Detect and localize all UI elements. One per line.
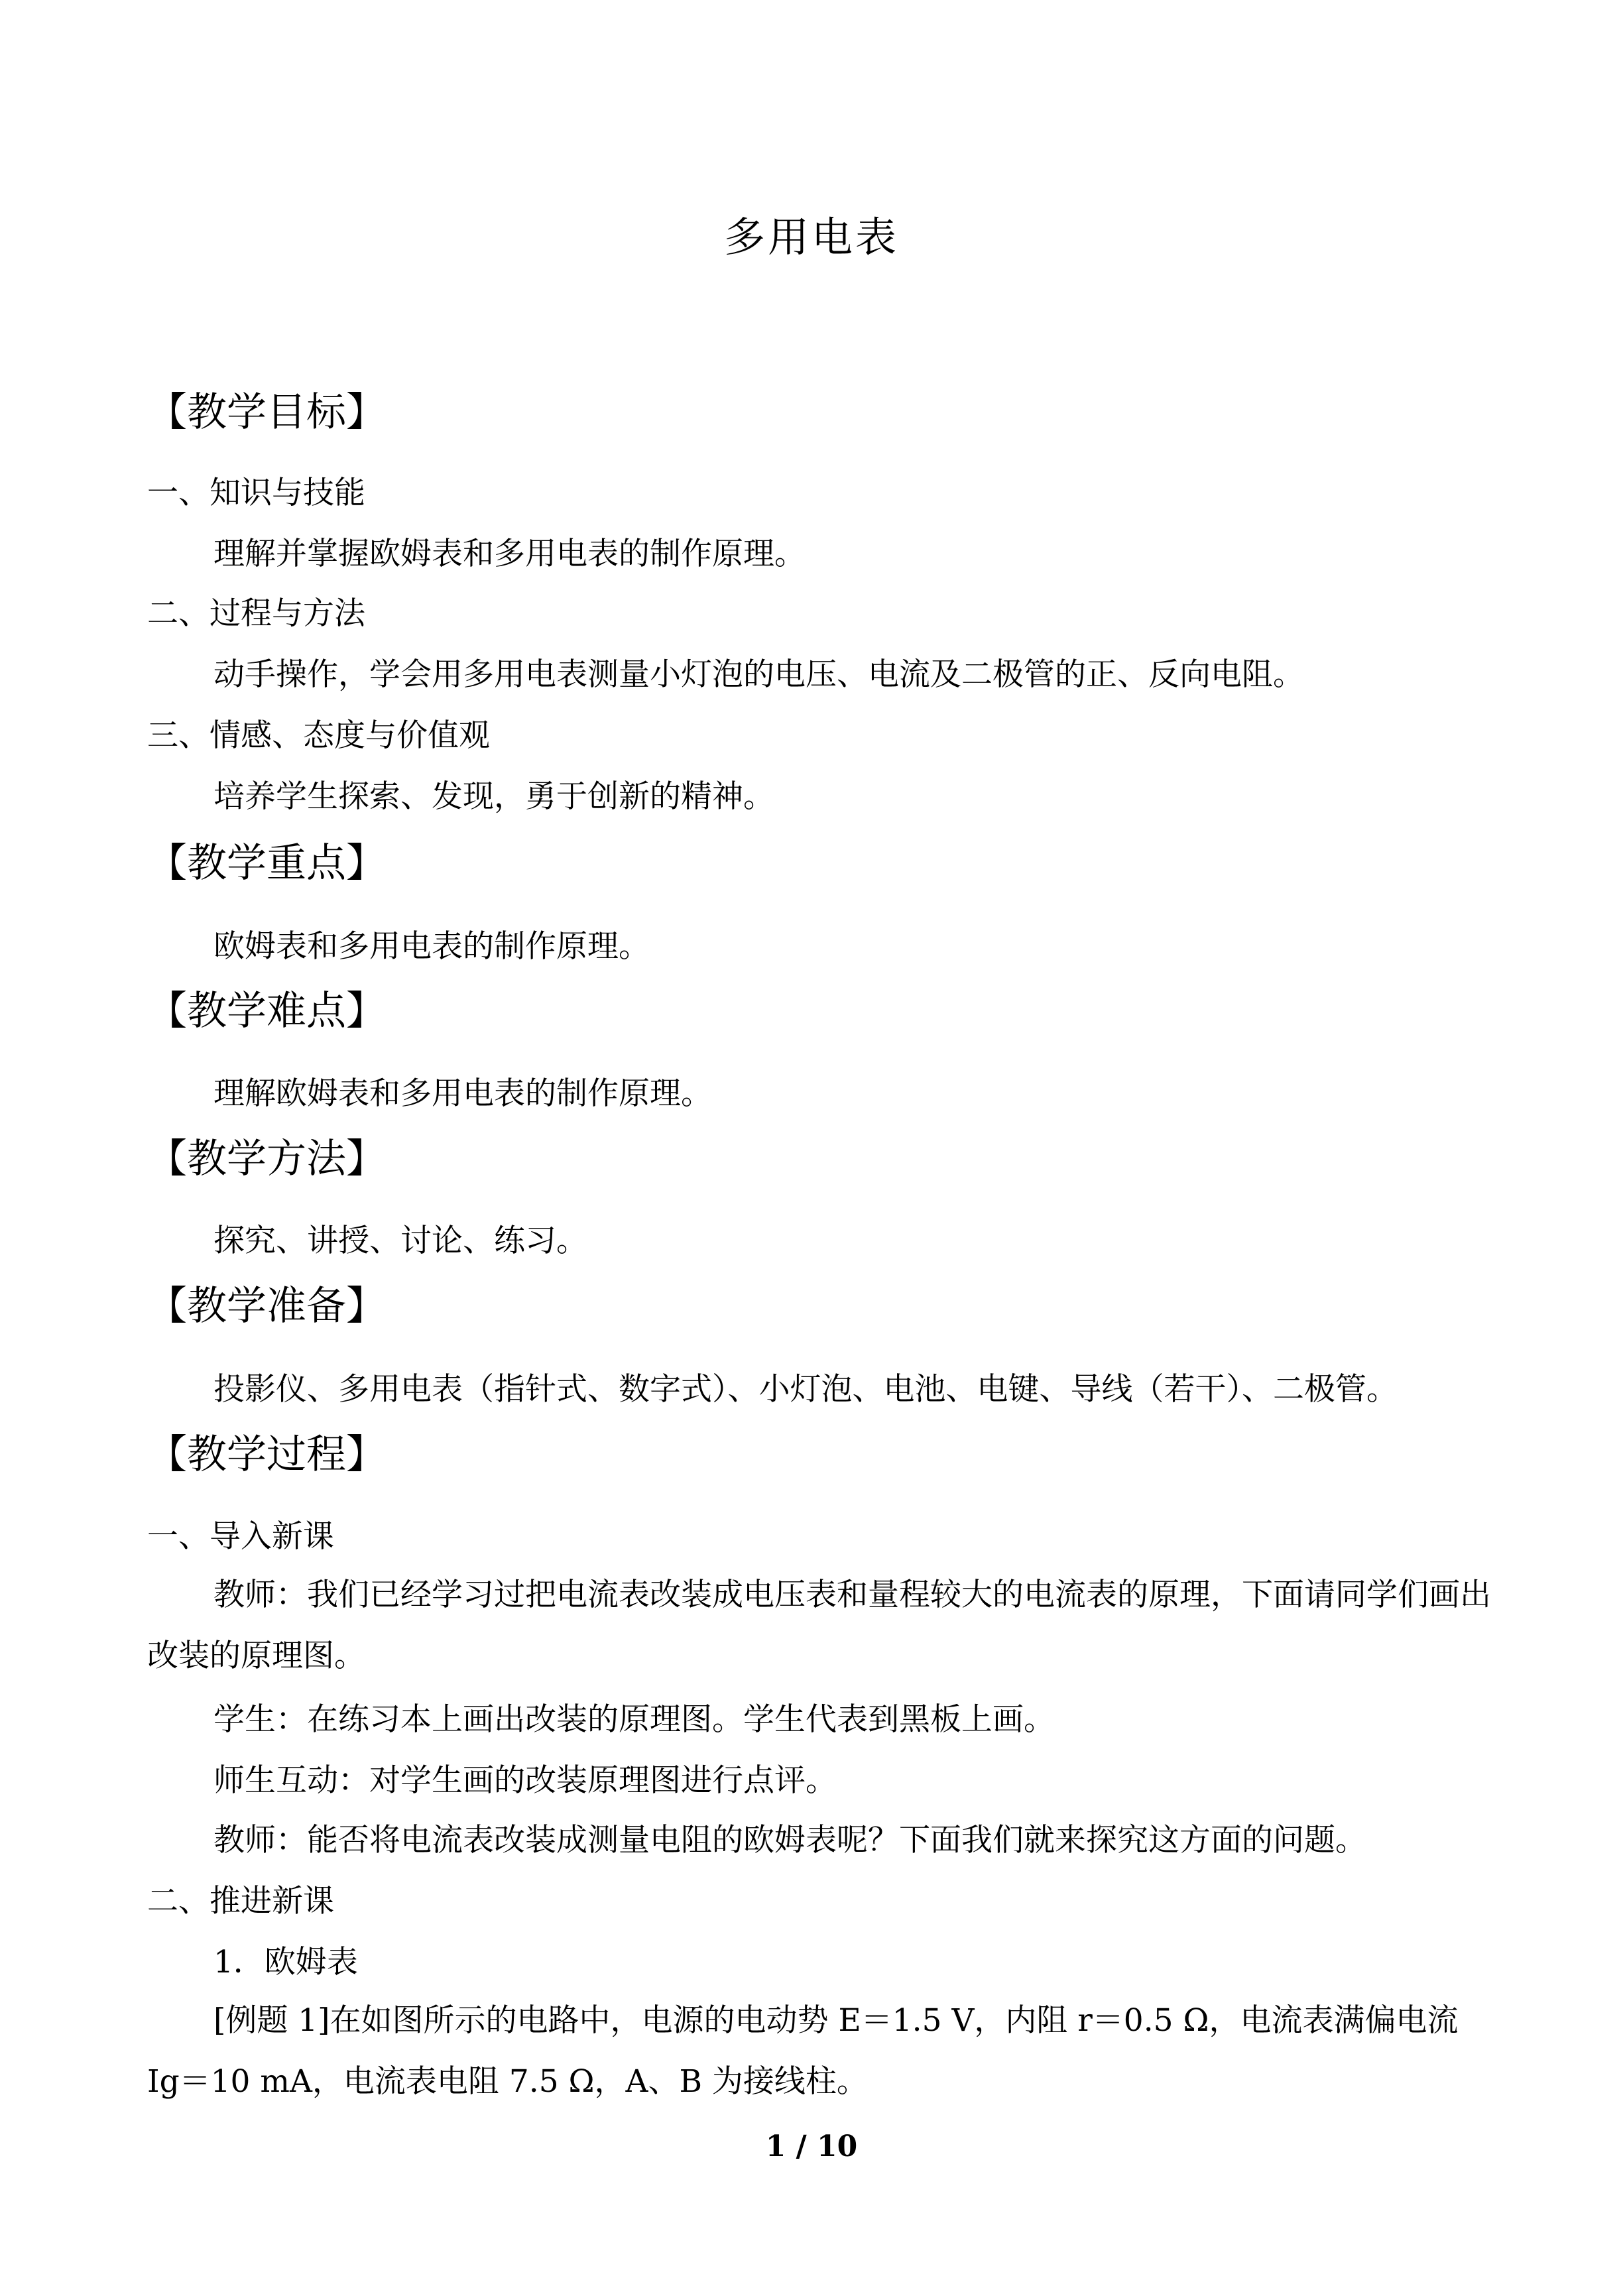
process-1-paragraph-2: 学生：在练习本上画出改装的原理图。学生代表到黑板上画。: [213, 1701, 1055, 1738]
objective-1-text: 理解并掌握欧姆表和多用电表的制作原理。: [213, 536, 806, 572]
objective-1-label: 一、知识与技能: [147, 475, 365, 511]
heading-difficulties: 【教学难点】: [147, 988, 386, 1034]
process-1-paragraph-1: 教师：我们已经学习过把电流表改装成电压表和量程较大的电流表的原理，下面请同学们画出改装的原理图。: [147, 1577, 1491, 1674]
process-2-subheading-1: 1．欧姆表: [213, 1944, 358, 1980]
heading-preparation: 【教学准备】: [147, 1283, 386, 1329]
difficulties-text: 理解欧姆表和多用电表的制作原理。: [213, 1075, 712, 1112]
heading-process: 【教学过程】: [147, 1431, 386, 1478]
heading-objectives: 【教学目标】: [147, 389, 386, 436]
heading-key-points: 【教学重点】: [147, 840, 386, 886]
process-1-paragraph-4: 教师：能否将电流表改装成测量电阻的欧姆表呢？下面我们就来探究这方面的问题。: [213, 1822, 1366, 1858]
process-2-label: 二、推进新课: [147, 1883, 334, 1919]
heading-methods: 【教学方法】: [147, 1136, 386, 1182]
preparation-text: 投影仪、多用电表（指针式、数字式）、小灯泡、电池、电键、导线（若干）、二极管。: [213, 1371, 1398, 1408]
objective-3-label: 三、情感、态度与价值观: [147, 717, 490, 754]
page-number: 1 / 10: [765, 2130, 858, 2163]
objective-3-text: 培养学生探索、发现，勇于创新的精神。: [213, 778, 774, 815]
example-1-paragraph: [例题 1]在如图所示的电路中，电源的电动势 E＝1.5 V，内阻 r＝0.5 Ω，电流表满偏电流 Ig＝10 mA，电流表电阻 7.5 Ω，A、B 为接线柱。: [147, 2002, 1459, 2100]
objective-2-text: 动手操作，学会用多用电表测量小灯泡的电压、电流及二极管的正、反向电阻。: [213, 656, 1304, 693]
process-1-label: 一、导入新课: [147, 1518, 334, 1555]
methods-text: 探究、讲授、讨论、练习。: [213, 1223, 587, 1259]
process-1-paragraph-3: 师生互动：对学生画的改装原理图进行点评。: [213, 1762, 837, 1799]
key-points-text: 欧姆表和多用电表的制作原理。: [213, 928, 650, 965]
objective-2-label: 二、过程与方法: [147, 595, 365, 632]
document-title: 多用电表: [723, 213, 899, 261]
